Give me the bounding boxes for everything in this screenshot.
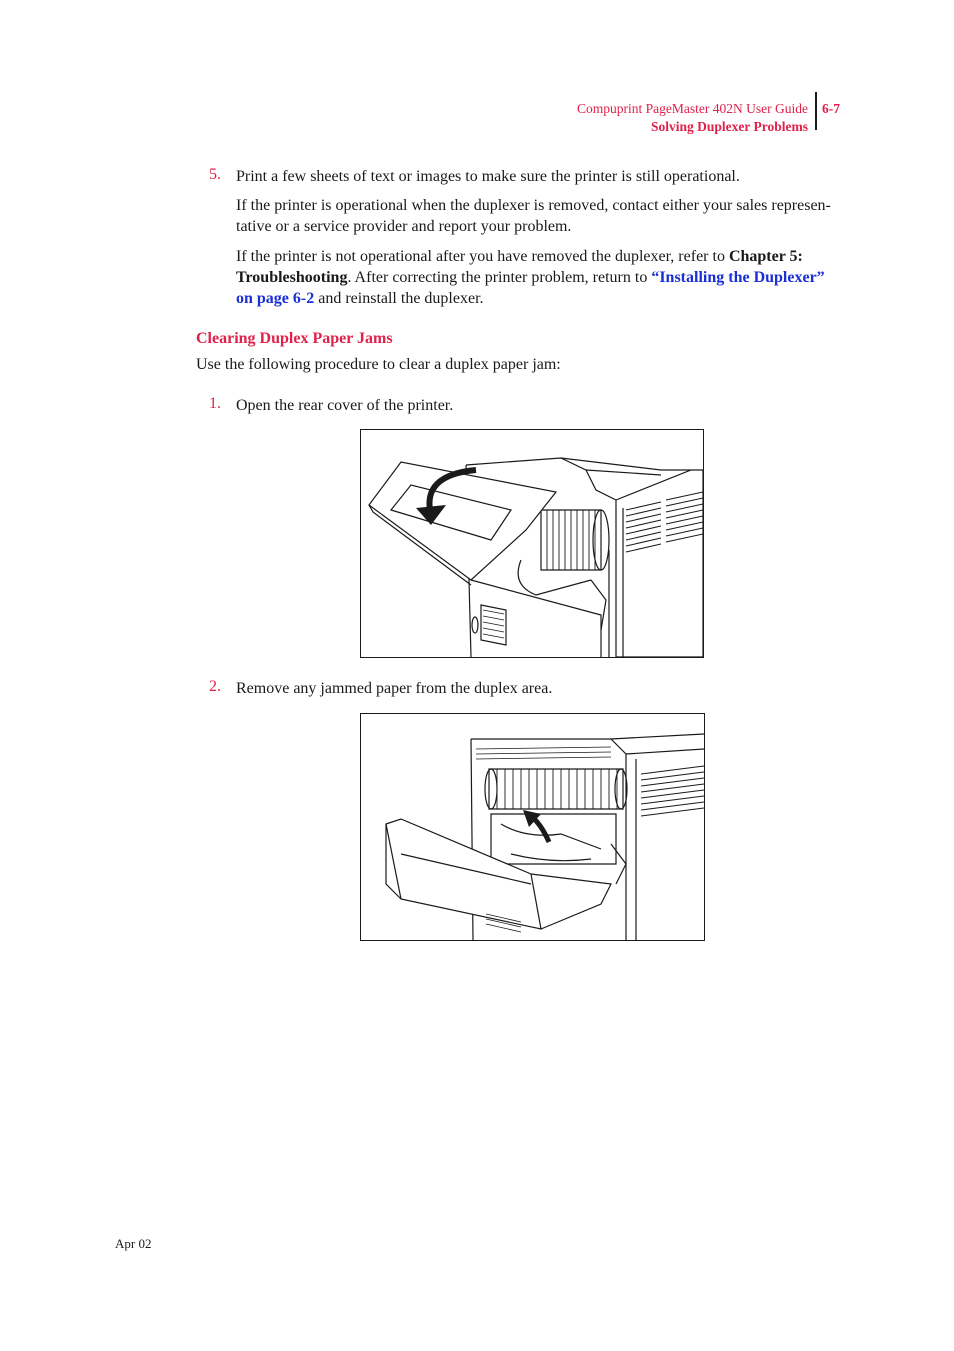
para2-text: If the printer is not operational after you have removed the duplexer, refer to [236, 248, 729, 265]
para2-text-3: and reinstall the duplexer. [314, 290, 484, 307]
step-5-para1-line1: If the printer is operational when the duplexer is removed, contact either your sales represen- [236, 197, 831, 214]
step-5-para1-line2: tative or a service provider and report your problem. [236, 218, 572, 235]
header-section-title: Solving Duplexer Problems [650, 119, 808, 134]
printer-rear-cover-open-illustration [361, 430, 703, 657]
figure-open-rear-cover [360, 429, 704, 658]
pull-direction-arrow [523, 810, 549, 842]
step-2-text: Remove any jammed paper from the duplex area. [236, 680, 553, 697]
figure-remove-jammed-paper [360, 713, 705, 941]
step-5-number: 5. [209, 166, 221, 183]
section-intro: Use the following procedure to clear a duplex paper jam: [196, 356, 561, 373]
step-1-text: Open the rear cover of the printer. [236, 397, 454, 414]
installing-duplexer-link[interactable]: “Installing the Duplexer” [651, 269, 825, 286]
page-number: 6-7 [822, 101, 840, 116]
chapter-ref: Chapter 5: [728, 248, 803, 265]
footer-date: Apr 02 [115, 1236, 152, 1251]
duplex-jam-removal-illustration [361, 714, 704, 940]
step-2-number: 2. [209, 678, 221, 695]
section-heading: Clearing Duplex Paper Jams [196, 330, 393, 347]
header-guide-title: Compuprint PageMaster 402N User Guide [577, 101, 808, 116]
step-5-para2-line1 [236, 246, 803, 267]
step-5-para2-line3 [236, 288, 484, 309]
page-ref-link[interactable]: on page 6-2 [236, 290, 315, 307]
chapter-ref-title: Troubleshooting [236, 269, 348, 286]
step-5-text: Print a few sheets of text or images to make sure the printer is still operational. [236, 168, 740, 185]
para2-text-2: . After correcting the printer problem, return to [347, 269, 652, 286]
header-divider [815, 92, 817, 130]
step-1-number: 1. [209, 395, 221, 412]
step-5-para2-line2 [236, 267, 825, 288]
